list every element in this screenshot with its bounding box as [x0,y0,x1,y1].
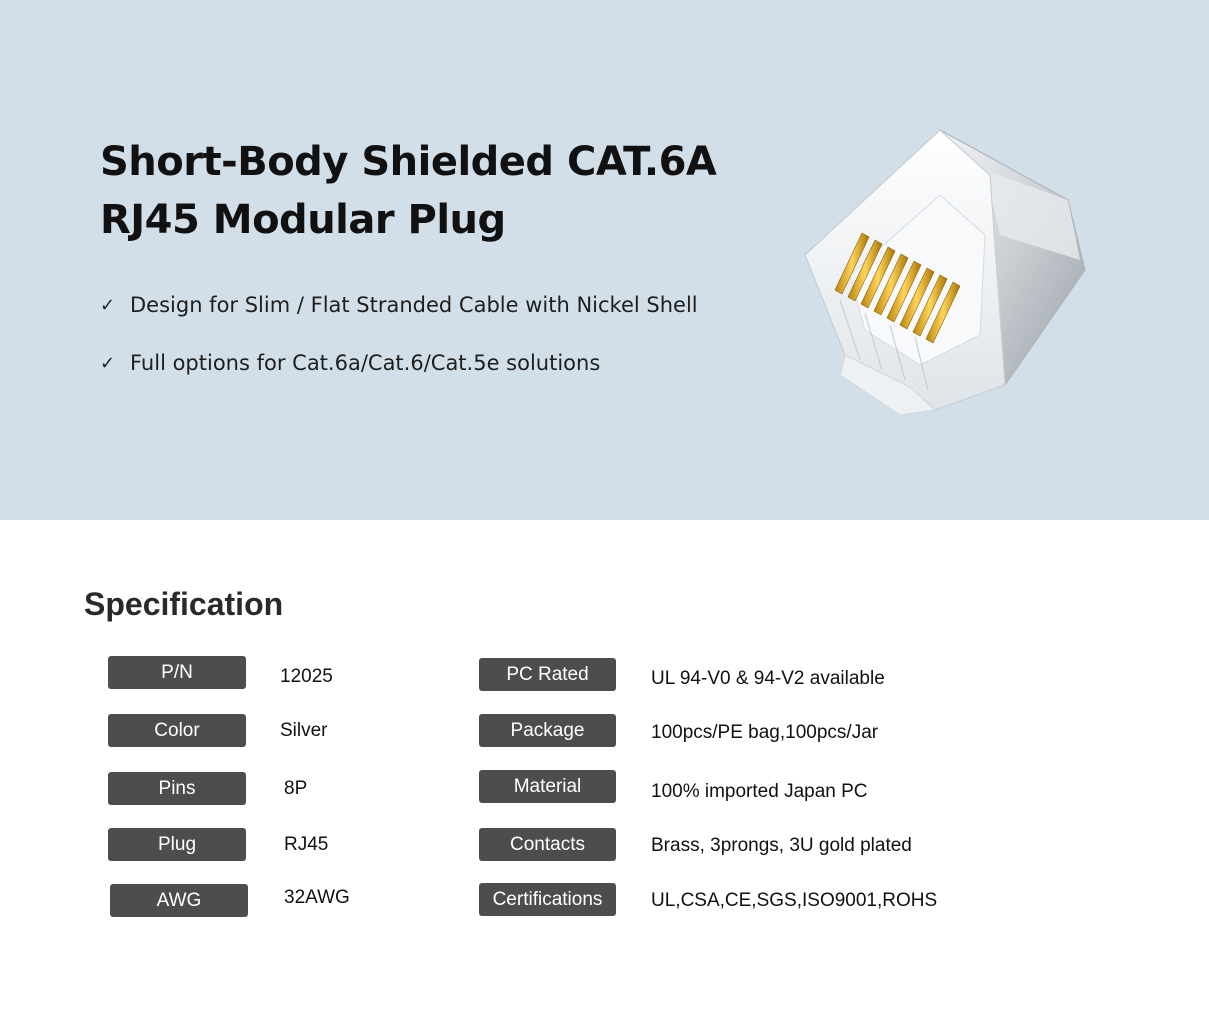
spec-label-awg: AWG [110,884,248,917]
spec-value-material: 100% imported Japan PC [651,781,868,802]
spec-value-awg: 32AWG [284,887,350,908]
feature-item [100,290,800,320]
spec-label-contacts: Contacts [479,828,616,861]
checkmark-icon: ✓ [100,294,116,316]
spec-label-material: Material [479,770,616,803]
spec-value-pins: 8P [284,778,308,799]
feature-item [100,348,800,378]
spec-value-certifications: UL,CSA,CE,SGS,ISO9001,ROHS [651,890,938,911]
checkmark-icon: ✓ [100,352,116,374]
rj45-plug-image [790,125,1090,415]
feature-text: Full options for Cat.6a/Cat.6/Cat.5e solutions [130,351,601,375]
spec-value-pc-rated: UL 94-V0 & 94-V2 available [651,668,885,689]
spec-label-pc-rated: PC Rated [479,658,616,691]
spec-value-color: Silver [280,720,328,741]
feature-text: Design for Slim / Flat Stranded Cable with Nickel Shell [130,293,698,317]
spec-value-pn: 12025 [280,666,333,687]
spec-label-package: Package [479,714,616,747]
specification-heading: Specification [84,586,284,622]
spec-label-pn: P/N [108,656,246,689]
spec-label-color: Color [108,714,246,747]
spec-value-contacts: Brass, 3prongs, 3U gold plated [651,835,912,856]
spec-label-plug: Plug [108,828,246,861]
spec-label-pins: Pins [108,772,246,805]
product-title-line-1: Short-Body Shielded CAT.6A [100,139,717,185]
product-title [100,133,780,249]
spec-value-package: 100pcs/PE bag,100pcs/Jar [651,722,879,743]
spec-label-certifications: Certifications [479,883,616,916]
product-title-line-2: RJ45 Modular Plug [100,197,506,243]
spec-value-plug: RJ45 [284,834,329,855]
